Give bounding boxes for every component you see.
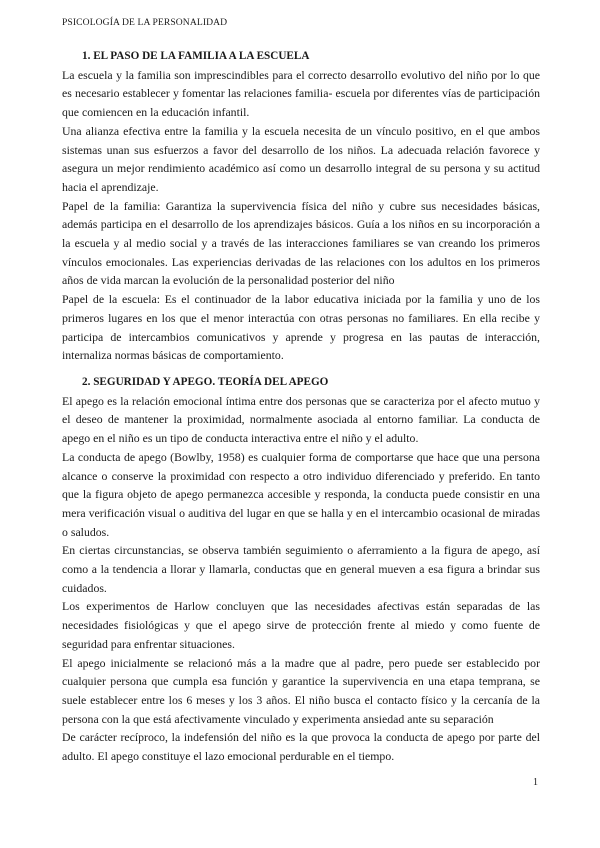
- paragraph: La escuela y la familia son imprescindibles para el correcto desarrollo evolutivo del niño por lo que es necesario establecer y fomentar las relaciones familia- escuela por diferentes vías de participación que comiencen en la educación infantil.: [62, 67, 540, 120]
- paragraph: Papel de la escuela: Es el continuador de la labor educativa iniciada por la familia y uno de los primeros lugares en los que el menor interactúa con otras personas no familiares. En ella recibe y participa de intercambios comunicativos y aprende y progresa en las pautas de interacción, internaliza normas básicas de comportamiento.: [62, 292, 540, 363]
- page-number: 1: [533, 777, 538, 788]
- section-seguridad-apego: [62, 373, 540, 766]
- paragraph: De carácter recíproco, la indefensión del niño es la que provoca la conducta de apego por parte del adulto. El apego constituye el lazo emocional perdurable en el tiempo.: [62, 730, 540, 764]
- paragraph: El apego inicialmente se relacionó más a la madre que al padre, pero puede ser establecido por cualquier persona que cumpla esa función y garantice la supervivencia en una etapa temprana, se suele establecer entre los 6 meses y los 3 años. El niño busca el contacto físico y la cercanía de la persona con la que está afectivamente vinculado y experimenta ansiedad ante su separación: [62, 655, 540, 726]
- section-heading: 2. SEGURIDAD Y APEGO. TEORÍA DEL APEGO: [82, 376, 329, 388]
- paragraph: Una alianza efectiva entre la familia y la escuela necesita de un vínculo positivo, en el que ambos sistemas unan sus esfuerzos a favor del desarrollo de los niños. La adecuada relación favorece y asegura un mejor rendimiento académico así como un desarrollo integral de su persona y su actitud hacia el aprendizaje.: [62, 123, 540, 194]
- paragraph: La conducta de apego (Bowlby, 1958) es cualquier forma de comportarse que hace que una persona alcance o conserve la proximidad con respecto a otro individuo diferenciado y preferido. En tanto que la figura objeto de apego permanezca accesible y responda, la conducta puede consistir en una mera verificación visual o auditiva del lugar en que se halla y en el intercambio ocasional de miradas o saludos.: [62, 449, 540, 539]
- section-paso-familia-escuela: [62, 47, 540, 365]
- section-heading: 1. EL PASO DE LA FAMILIA A LA ESCUELA: [82, 50, 310, 62]
- paragraph: En ciertas circunstancias, se observa también seguimiento o aferramiento a la figura de apego, así como a la tendencia a llorar y llamarla, conductas que en general mueven a esa figura a brindar sus cuidados.: [62, 543, 540, 595]
- paragraph: Los experimentos de Harlow concluyen que las necesidades afectivas están separadas de las necesidades fisiológicas y que el apego sirve de protección frente al miedo y como fuente de seguridad para enfrentar situaciones.: [62, 599, 540, 651]
- paragraph: Papel de la familia: Garantiza la supervivencia física del niño y cubre sus necesidades básicas, además participa en el desarrollo de los aprendizajes básicos. Guía a los niños en su incorporación a la escuela y al medio social y a través de las interacciones familiares se van creando los primeros vínculos emocionales. Las experiencias derivadas de las relaciones con los adultos en los primeros años de vida marcan la evolución de la personalidad posterior del niño: [62, 198, 540, 288]
- paragraph: El apego es la relación emocional íntima entre dos personas que se caracteriza por el afecto mutuo y el deseo de mantener la proximidad, normalmente asociada al entorno familiar. La conducta de apego en el niño es un tipo de conducta interactiva entre el niño y el adulto.: [62, 393, 540, 446]
- running-header: PSICOLOGÍA DE LA PERSONALIDAD: [62, 17, 228, 28]
